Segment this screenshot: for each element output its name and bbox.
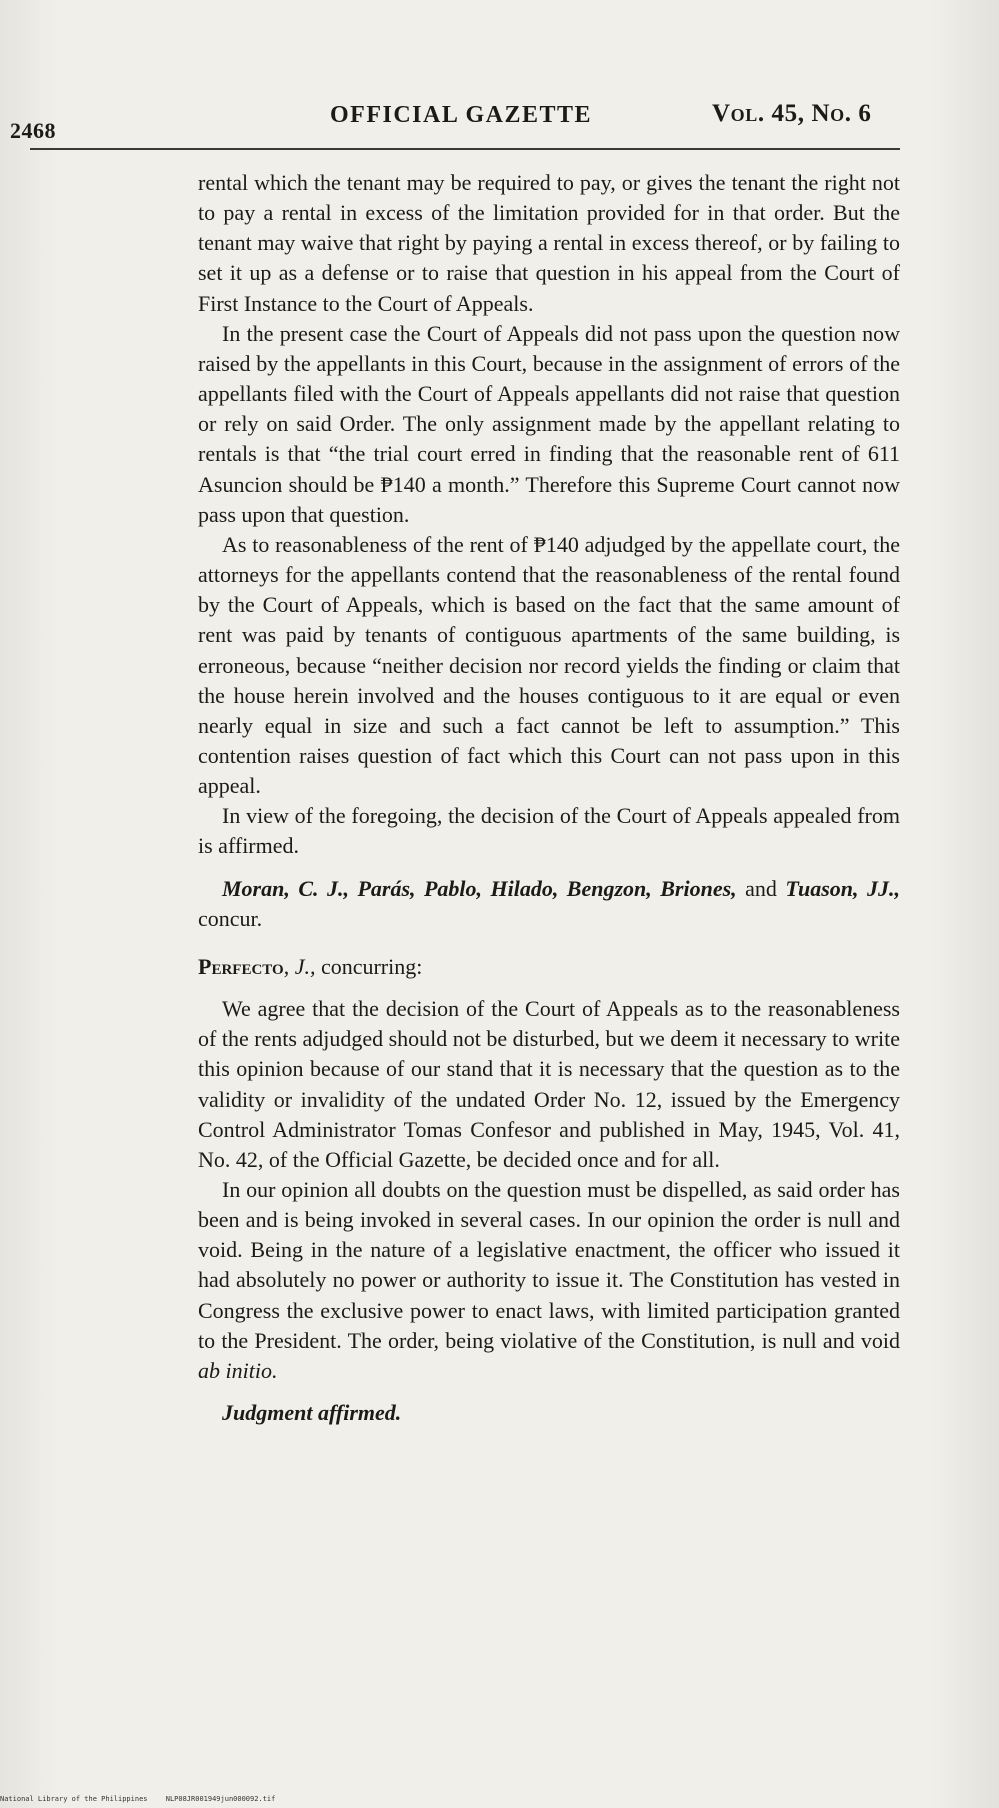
paragraph-we-agree: We agree that the decision of the Court of Appeals as to the reasonableness of the rents adjudged should not be disturbed, but we deem it necessary to write this opinion because of our stand that it is necessary that the question as to the validity or invalidity of the undated Order No. 12, issued by the Emergency Control Administrator Tomas Confesor and published in May, 1945, Vol. 41, No. 42, of the Official Gazette, be decided once and for all.	[198, 996, 900, 1172]
library-credit: National Library of the Philippines	[0, 1795, 148, 1803]
justice-name: Perfecto	[198, 953, 284, 979]
opinion-type: concurring:	[320, 953, 423, 979]
paragraph-continuation: rental which the tenant may be required to pay, or gives the tenant the right not to pay a rental in excess of the limitation provided for in that order. But the tenant may waive that right by paying a rental in excess thereof, or by failing to set it up as a defense or to raise that question in his appeal from the Court of First Instance to the Court of Appeals.	[198, 170, 900, 316]
opinion-text: In our opinion all doubts on the question must be dispelled, as said order has been and is being invoked in several cases. In our opinion the order is null and void. Being in the nature of a legislative enactment, the officer who issued it had absolutely no power or authority to issue it. The Constitution has vested in Congress the exclusive power to enact laws, with limited participation granted to the President. The order, being violative of the Constitution, is null and void	[198, 1177, 900, 1353]
paragraph-reasonableness: As to reasonableness of the rent of ₱140 adjudged by the appellate court, the attorneys for the appellants contend that the reasonableness of the rental found by the Court of Appeals, which is based on the fact that the same amount of rent was paid by tenants of contiguous apartments of the same building, is erroneous, because “neither decision nor record yields the finding or claim that the house herein involved and the houses contiguous to it are equal or even nearly equal in size and such a fact cannot be left to assumption.” This contention raises question of fact which this Court can not pass upon in this appeal.	[198, 531, 900, 799]
concur-and: and	[745, 875, 777, 901]
separate-opinion-heading: Perfecto, J., concurring:	[198, 953, 423, 979]
judgment-line	[198, 1398, 900, 1428]
justice-title: J.,	[294, 953, 316, 979]
concurrence-line	[198, 874, 900, 934]
paragraph-court-of-appeals: In the present case the Court of Appeals did not pass upon the question now raised by the appellants in this Court, because in the assignment of errors of the appellants filed with the Court of Appeals appellants did not raise that question or rely on said Order. The only assignment made by the appellant relating to rentals is that “the trial court erred in finding that the reasonable rent of 611 Asuncion should be ₱140 a month.” Therefore this Supreme Court cannot now pass upon that question.	[198, 320, 900, 527]
image-id: NLP08JR001949jun000092.tif	[165, 1795, 276, 1803]
latin-phrase: ab initio.	[198, 1357, 278, 1383]
concur-verb: concur.	[198, 905, 263, 931]
header-rule	[30, 148, 900, 150]
paragraph-opinion	[198, 1175, 900, 1386]
concurring-justices-2: Tuason, JJ.,	[785, 875, 901, 901]
decision-text	[198, 168, 900, 1428]
page-number: 2468	[10, 118, 56, 143]
paragraph-disposition: In view of the foregoing, the decision of the Court of Appeals appealed from is affirmed.	[198, 803, 900, 859]
concurring-justices: Moran, C. J., Parás, Pablo, Hilado, Bengzon, Briones,	[222, 875, 737, 901]
judgment-text: Judgment affirmed.	[222, 1400, 402, 1426]
publication-title: OFFICIAL GAZETTE	[330, 102, 593, 128]
volume-issue: Vol. 45, No. 6	[712, 100, 872, 127]
scan-footer	[0, 1795, 275, 1803]
running-header	[0, 96, 999, 146]
